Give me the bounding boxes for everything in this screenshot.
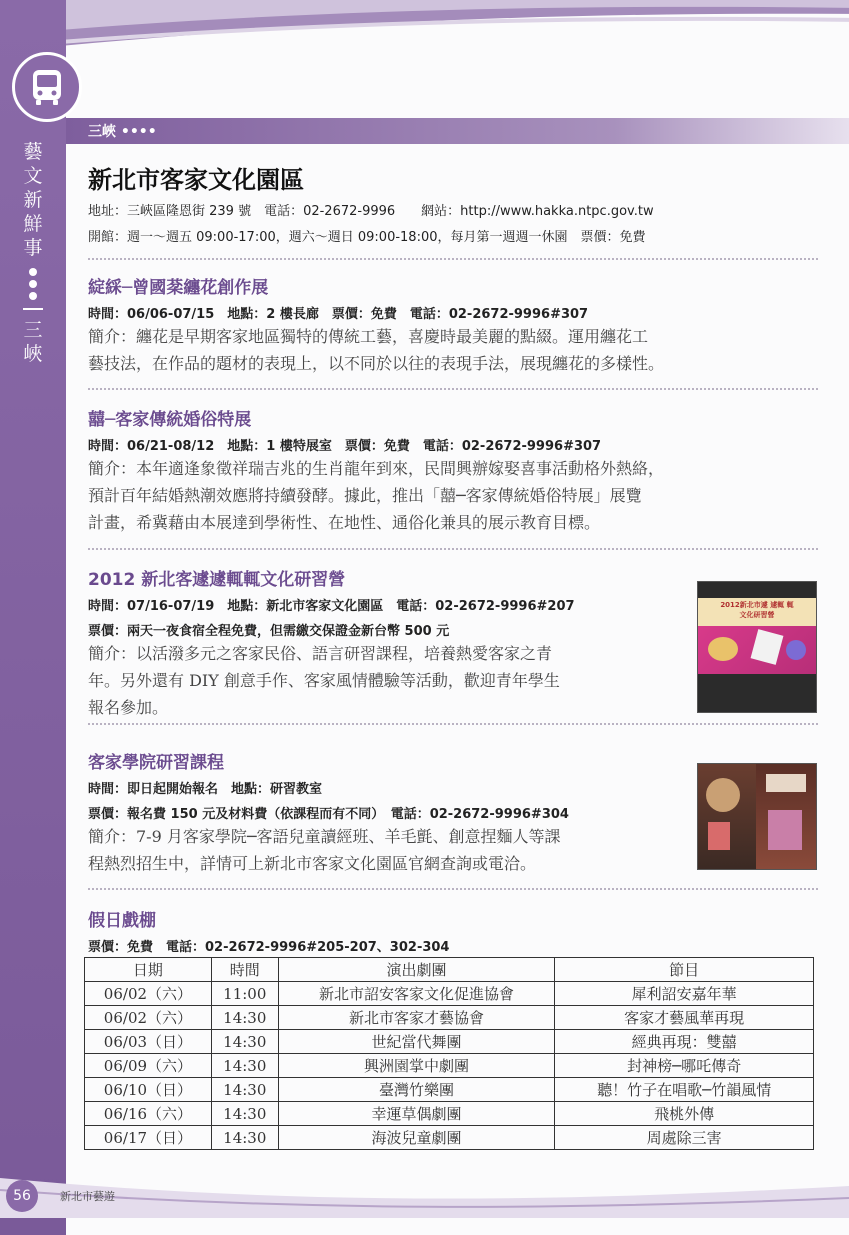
program-cell: 犀利詔安嘉年華 — [555, 982, 814, 1006]
date-cell: 06/10（日） — [85, 1078, 212, 1102]
time-cell: 14:30 — [211, 1030, 278, 1054]
side-char: 事 — [23, 237, 43, 259]
park-hours-line: 開館：週一～週五 09:00-17:00，週六～週日 09:00-18:00，每月第一週週一休園 票價：免費 — [88, 230, 646, 245]
side-region-char: 三 — [23, 319, 43, 341]
date-cell: 06/02（六） — [85, 982, 212, 1006]
event-description — [88, 455, 664, 536]
program-cell: 經典再現：雙囍 — [555, 1030, 814, 1054]
footer-label: 新北市藝遊 — [60, 1190, 115, 1203]
event-description — [88, 640, 688, 721]
event-info: 時間：即日起開始報名 地點：研習教室 — [88, 782, 323, 797]
time-cell: 14:30 — [211, 1102, 278, 1126]
date-cell: 06/17（日） — [85, 1126, 212, 1150]
program-cell: 客家才藝風華再現 — [555, 1006, 814, 1030]
troupe-cell: 臺灣竹樂團 — [278, 1078, 555, 1102]
side-category-label — [18, 140, 48, 366]
date-cell: 06/03（日） — [85, 1030, 212, 1054]
table-row — [85, 1030, 814, 1054]
camp-poster-image — [697, 581, 817, 713]
divider — [88, 258, 818, 260]
side-dots — [18, 268, 48, 300]
column-header: 日期 — [85, 958, 212, 982]
description-line: 程熱烈招生中，詳情可上新北市客家文化園區官網查詢或電洽。 — [88, 854, 537, 873]
troupe-cell: 幸運草偶劇團 — [278, 1102, 555, 1126]
side-char: 文 — [23, 165, 43, 187]
column-header: 節目 — [555, 958, 814, 982]
event-info: 時間：06/21-08/12 地點：1 樓特展室 票價：免費 電話：02-2672-9996#307 — [88, 439, 602, 454]
description-line: 年。另外還有 DIY 創意手作、客家風情體驗等活動，歡迎青年學生 — [88, 671, 560, 690]
divider — [88, 388, 818, 390]
time-cell: 11:00 — [211, 982, 278, 1006]
divider — [88, 723, 818, 725]
date-cell: 06/02（六） — [85, 1006, 212, 1030]
table-row — [85, 1102, 814, 1126]
side-char: 新 — [23, 189, 43, 211]
program-cell: 周處除三害 — [555, 1126, 814, 1150]
divider — [88, 548, 818, 550]
description-line: 簡介：7-9 月客家學院─客語兒童讀經班、羊毛氈、創意捏麵人等課 — [88, 827, 561, 846]
troupe-cell: 海波兒童劇團 — [278, 1126, 555, 1150]
event-ticket-info: 票價：報名費 150 元及材料費（依課程而有不同） 電話：02-2672-9996#304 — [88, 807, 569, 822]
table-row — [85, 982, 814, 1006]
divider — [88, 888, 818, 890]
page-number: 56 — [6, 1180, 38, 1212]
side-region-char: 峽 — [23, 343, 43, 365]
event-description — [88, 823, 688, 877]
description-line: 報名參加。 — [88, 698, 169, 717]
troupe-cell: 興洲園掌中劇團 — [278, 1054, 555, 1078]
event-title: 客家學院研習課程 — [88, 753, 224, 773]
troupe-cell: 世紀當代舞團 — [278, 1030, 555, 1054]
description-line: 簡介：纏花是早期客家地區獨特的傳統工藝，喜慶時最美麗的點綴。運用纏花工 — [88, 327, 649, 346]
column-header: 時間 — [211, 958, 278, 982]
weekend-info: 票價：免費 電話：02-2672-9996#205-207、302-304 — [88, 940, 450, 955]
program-cell: 封神榜─哪吒傳奇 — [555, 1054, 814, 1078]
time-cell: 14:30 — [211, 1078, 278, 1102]
description-line: 簡介：以活潑多元之客家民俗、語言研習課程，培養熱愛客家之青 — [88, 644, 553, 663]
program-cell: 聽！竹子在唱歌─竹韻風情 — [555, 1078, 814, 1102]
column-header: 演出劇團 — [278, 958, 555, 982]
troupe-cell: 新北市詔安客家文化促進協會 — [278, 982, 555, 1006]
time-cell: 14:30 — [211, 1054, 278, 1078]
description-line: 簡介：本年適逢象徵祥瑞吉兆的生肖龍年到來，民間興辦嫁娶喜事活動格外熱絡， — [88, 459, 665, 478]
table-row — [85, 1054, 814, 1078]
description-line: 藝技法，在作品的題材的表現上，以不同於以往的表現手法，展現纏花的多樣性。 — [88, 354, 665, 373]
bus-icon — [25, 65, 69, 109]
program-cell: 飛桃外傳 — [555, 1102, 814, 1126]
course-photo-image — [697, 763, 817, 870]
schedule-table — [84, 957, 814, 1150]
poster-title: 2012新北市遽 遽輒 輒 — [720, 601, 794, 609]
weekend-title: 假日戲棚 — [88, 911, 156, 931]
event-description — [88, 323, 664, 377]
side-divider — [23, 308, 43, 310]
region-label: 三峽 •••• — [88, 124, 157, 140]
event-title: 囍─客家傳統婚俗特展 — [88, 410, 252, 430]
footer-swoosh — [0, 1172, 849, 1218]
table-header-row — [85, 958, 814, 982]
description-line: 預計百年結婚熱潮效應將持續發酵。據此，推出「囍─客家傳統婚俗特展」展覽 — [88, 486, 642, 505]
date-cell: 06/16（六） — [85, 1102, 212, 1126]
park-address-line: 地址：三峽區隆恩街 239 號 電話：02-2672-9996 網站：http://www.hakka.ntpc.gov.tw — [88, 204, 654, 219]
side-char: 鮮 — [23, 213, 43, 235]
page-title: 新北市客家文化園區 — [88, 166, 304, 194]
event-ticket-info: 票價：兩天一夜食宿全程免費，但需繳交保證金新台幣 500 元 — [88, 624, 450, 639]
region-band — [66, 118, 849, 144]
time-cell: 14:30 — [211, 1006, 278, 1030]
description-line: 計畫，希冀藉由本展達到學術性、在地性、通俗化兼具的展示教育目標。 — [88, 513, 601, 532]
poster-subtitle: 文化研習營 — [739, 611, 775, 619]
event-info: 時間：06/06-07/15 地點：2 樓長廊 票價：免費 電話：02-2672-9996#307 — [88, 307, 589, 322]
event-title: 2012 新北客遽遽輒輒文化研習營 — [88, 570, 346, 590]
header-swoosh — [60, 0, 849, 60]
time-cell: 14:30 — [211, 1126, 278, 1150]
bus-badge — [12, 52, 82, 122]
event-info: 時間：07/16-07/19 地點：新北市客家文化園區 電話：02-2672-9996#207 — [88, 599, 575, 614]
table-row — [85, 1078, 814, 1102]
event-title: 綻綵─曾國棻纏花創作展 — [88, 278, 269, 298]
table-row — [85, 1006, 814, 1030]
date-cell: 06/09（六） — [85, 1054, 212, 1078]
side-char: 藝 — [23, 141, 43, 163]
table-row — [85, 1126, 814, 1150]
troupe-cell: 新北市客家才藝協會 — [278, 1006, 555, 1030]
